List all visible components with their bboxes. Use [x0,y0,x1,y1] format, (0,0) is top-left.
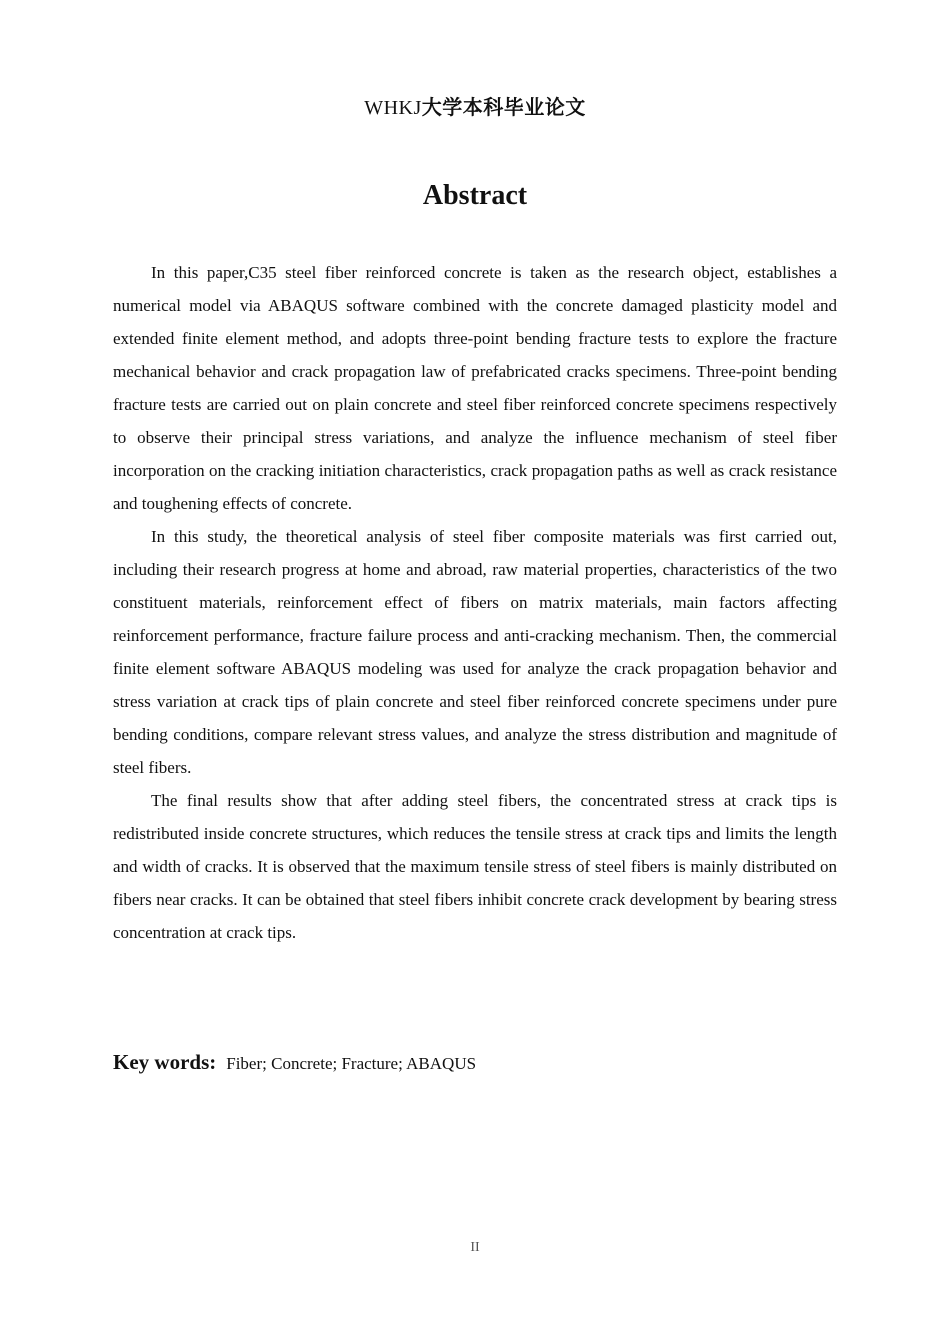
abstract-body [113,256,837,949]
keyword-item: ; Fracture [332,1054,398,1073]
header-prefix: WHKJ [364,97,422,119]
keywords-list [226,1054,476,1073]
keyword-item: ; Concrete [262,1054,332,1073]
abstract-paragraph-2: In this study, the theoretical analysis of steel fiber composite materials was first carried out, including their research progress at home and abroad, raw material properties, characteristics of the two constituent materials, reinforcement effect of fibers on matrix materials, main factors affecting reinforcement performance, fracture failure process and anti-cracking mechanism. Then, the commercial finite element software ABAQUS modeling was used for analyze the crack propagation behavior and stress variation at crack tips of plain concrete and steel fiber reinforced concrete specimens under pure bending conditions, compare relevant stress values, and analyze the stress distribution and magnitude of steel fibers. [113,527,837,777]
abstract-paragraph-3: The final results show that after adding steel fibers, the concentrated stress at crack tips is redistributed inside concrete structures, which reduces the tensile stress at crack tips and limits the length and width of cracks. It is observed that the maximum tensile stress of steel fibers is mainly distributed on fibers near cracks. It can be obtained that steel fibers inhibit concrete crack development by bearing stress concentration at crack tips. [113,791,837,942]
abstract-paragraph-1: In this paper,C35 steel fiber reinforced concrete is taken as the research object, establishes a numerical model via ABAQUS software combined with the concrete damaged plasticity model and extended finite element method, and adopts three-point bending fracture tests to explore the fracture mechanical behavior and crack propagation law of prefabricated cracks specimens. Three-point bending fracture tests are carried out on plain concrete and steel fiber reinforced concrete specimens respectively to observe their principal stress variations, and analyze the influence mechanism of steel fiber incorporation on the cracking initiation characteristics, crack propagation paths as well as crack resistance and toughening effects of concrete. [113,263,837,513]
page-number: II [470,1240,480,1255]
keyword-item: Fiber [226,1054,263,1073]
header-suffix: 大学本科毕业论文 [421,95,586,119]
abstract-title: Abstract [422,180,528,211]
running-header [0,93,950,122]
keyword-item: ; ABAQUS [398,1054,476,1073]
keywords-line [113,1044,837,1083]
keywords-label: Key words: [113,1050,217,1074]
